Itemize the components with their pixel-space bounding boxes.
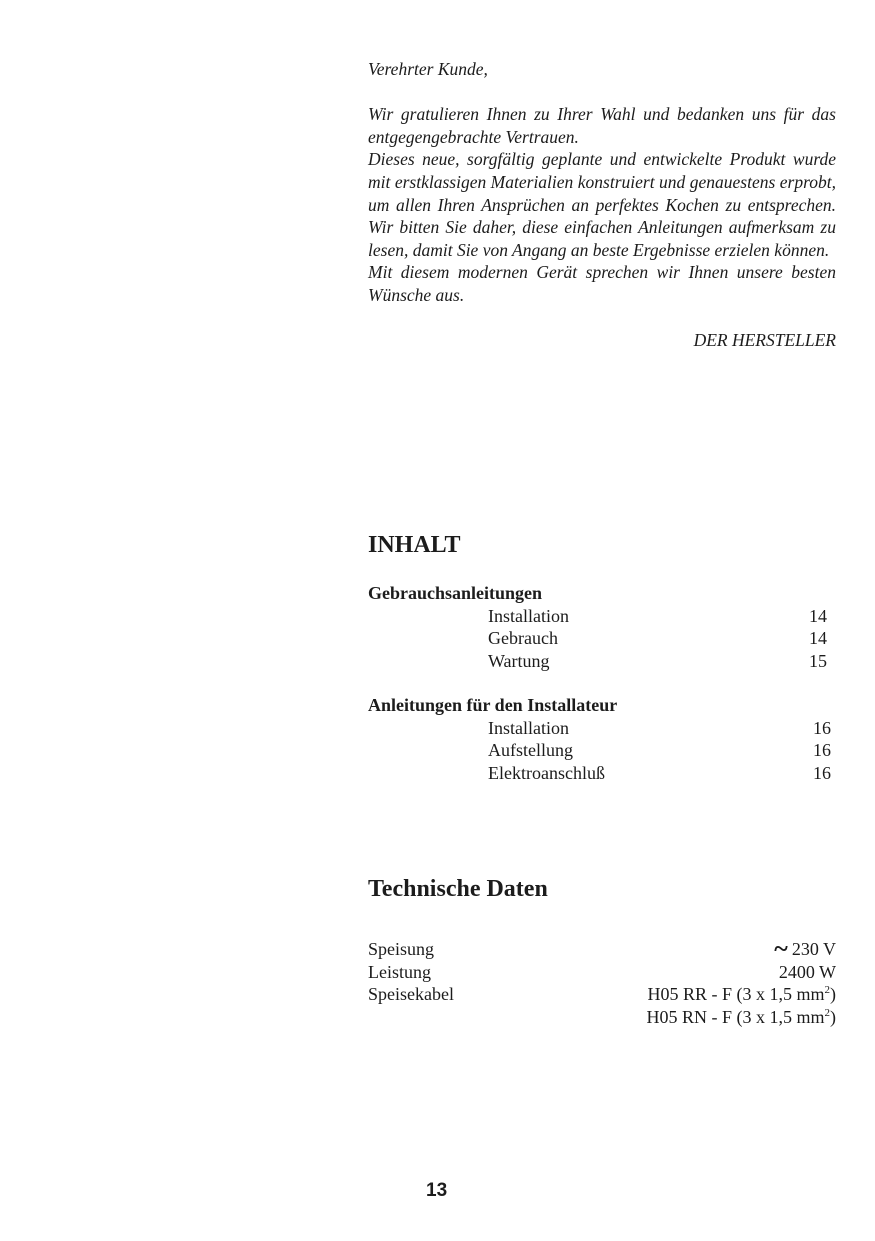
toc-row (368, 627, 838, 650)
spec-value-tail: ) (830, 984, 836, 1005)
toc-item-label: Wartung (488, 650, 550, 671)
toc-item-page: 16 (813, 717, 831, 738)
toc-item-page: 15 (809, 650, 827, 671)
toc-item-page: 14 (809, 605, 827, 626)
signature: DER HERSTELLER (693, 330, 836, 351)
spec-value: 2400 W (778, 961, 836, 982)
toc-row (368, 739, 838, 762)
toc-section-heading: Gebrauchsanleitungen (368, 583, 543, 603)
spec-row (368, 934, 836, 963)
toc-item-label: Installation (488, 605, 569, 626)
spec-value (646, 1006, 836, 1029)
contents-title: INHALT (368, 532, 461, 558)
toc-row (368, 650, 838, 673)
spec-value-text: 230 V (791, 939, 836, 959)
intro-paragraph: Wir gratulieren Ihnen zu Ihrer Wahl und bedanken uns für das entgegengebrachte Vertrauen. (368, 104, 836, 147)
superscript: 2 (824, 1006, 830, 1019)
spec-value-text: H05 RN - F (3 x 1,5 mm (646, 1006, 825, 1027)
spec-row (368, 961, 836, 984)
tech-title: Technische Daten (368, 876, 548, 902)
greeting: Verehrter Kunde, (368, 59, 488, 79)
intro-letter (368, 58, 836, 352)
intro-paragraph: Mit diesem modernen Gerät sprechen wir Ihnen unsere besten Wünsche aus. (368, 262, 836, 305)
toc-item-page: 14 (809, 628, 827, 649)
toc-row (368, 762, 838, 785)
spec-value-text: H05 RR - F (3 x 1,5 mm (647, 984, 825, 1005)
toc-section (368, 582, 838, 672)
ac-symbol-icon: ~ (774, 934, 788, 963)
toc-item-page: 16 (813, 762, 831, 783)
toc-item-page: 16 (813, 740, 831, 761)
toc-item-label: Elektroanschluß (488, 762, 605, 783)
spec-key: Speisekabel (368, 984, 454, 1005)
spec-key: Leistung (368, 961, 431, 982)
toc-item-label: Aufstellung (488, 740, 573, 761)
spec-row (368, 1006, 836, 1029)
intro-paragraph: Dieses neue, sorgfältig geplante und entwickelte Produkt wurde mit erstklassigen Materialien konstruiert und genauestens erprobt, um allen Ihren Ansprüchen an perfektes Kochen zu entsprechen. Wir bitten Sie daher, diese einfachen Anleitungen aufmerksam zu lesen, damit Sie von Angang an beste Ergebnisse erzielen können. (368, 149, 836, 260)
toc-item-label: Gebrauch (488, 628, 558, 649)
tech-specs (368, 934, 836, 1028)
toc-section (368, 694, 838, 784)
spacer (368, 81, 836, 104)
spec-value-tail: ) (830, 1006, 836, 1027)
page-number: 13 (426, 1180, 448, 1201)
spec-value (647, 983, 836, 1006)
spec-row (368, 983, 836, 1006)
toc-row (368, 717, 838, 740)
toc-row (368, 605, 838, 628)
spec-value (774, 934, 836, 963)
toc-section-heading: Anleitungen für den Installateur (368, 695, 618, 715)
superscript: 2 (824, 984, 830, 997)
spec-key: Speisung (368, 939, 435, 959)
toc-item-label: Installation (488, 717, 569, 738)
